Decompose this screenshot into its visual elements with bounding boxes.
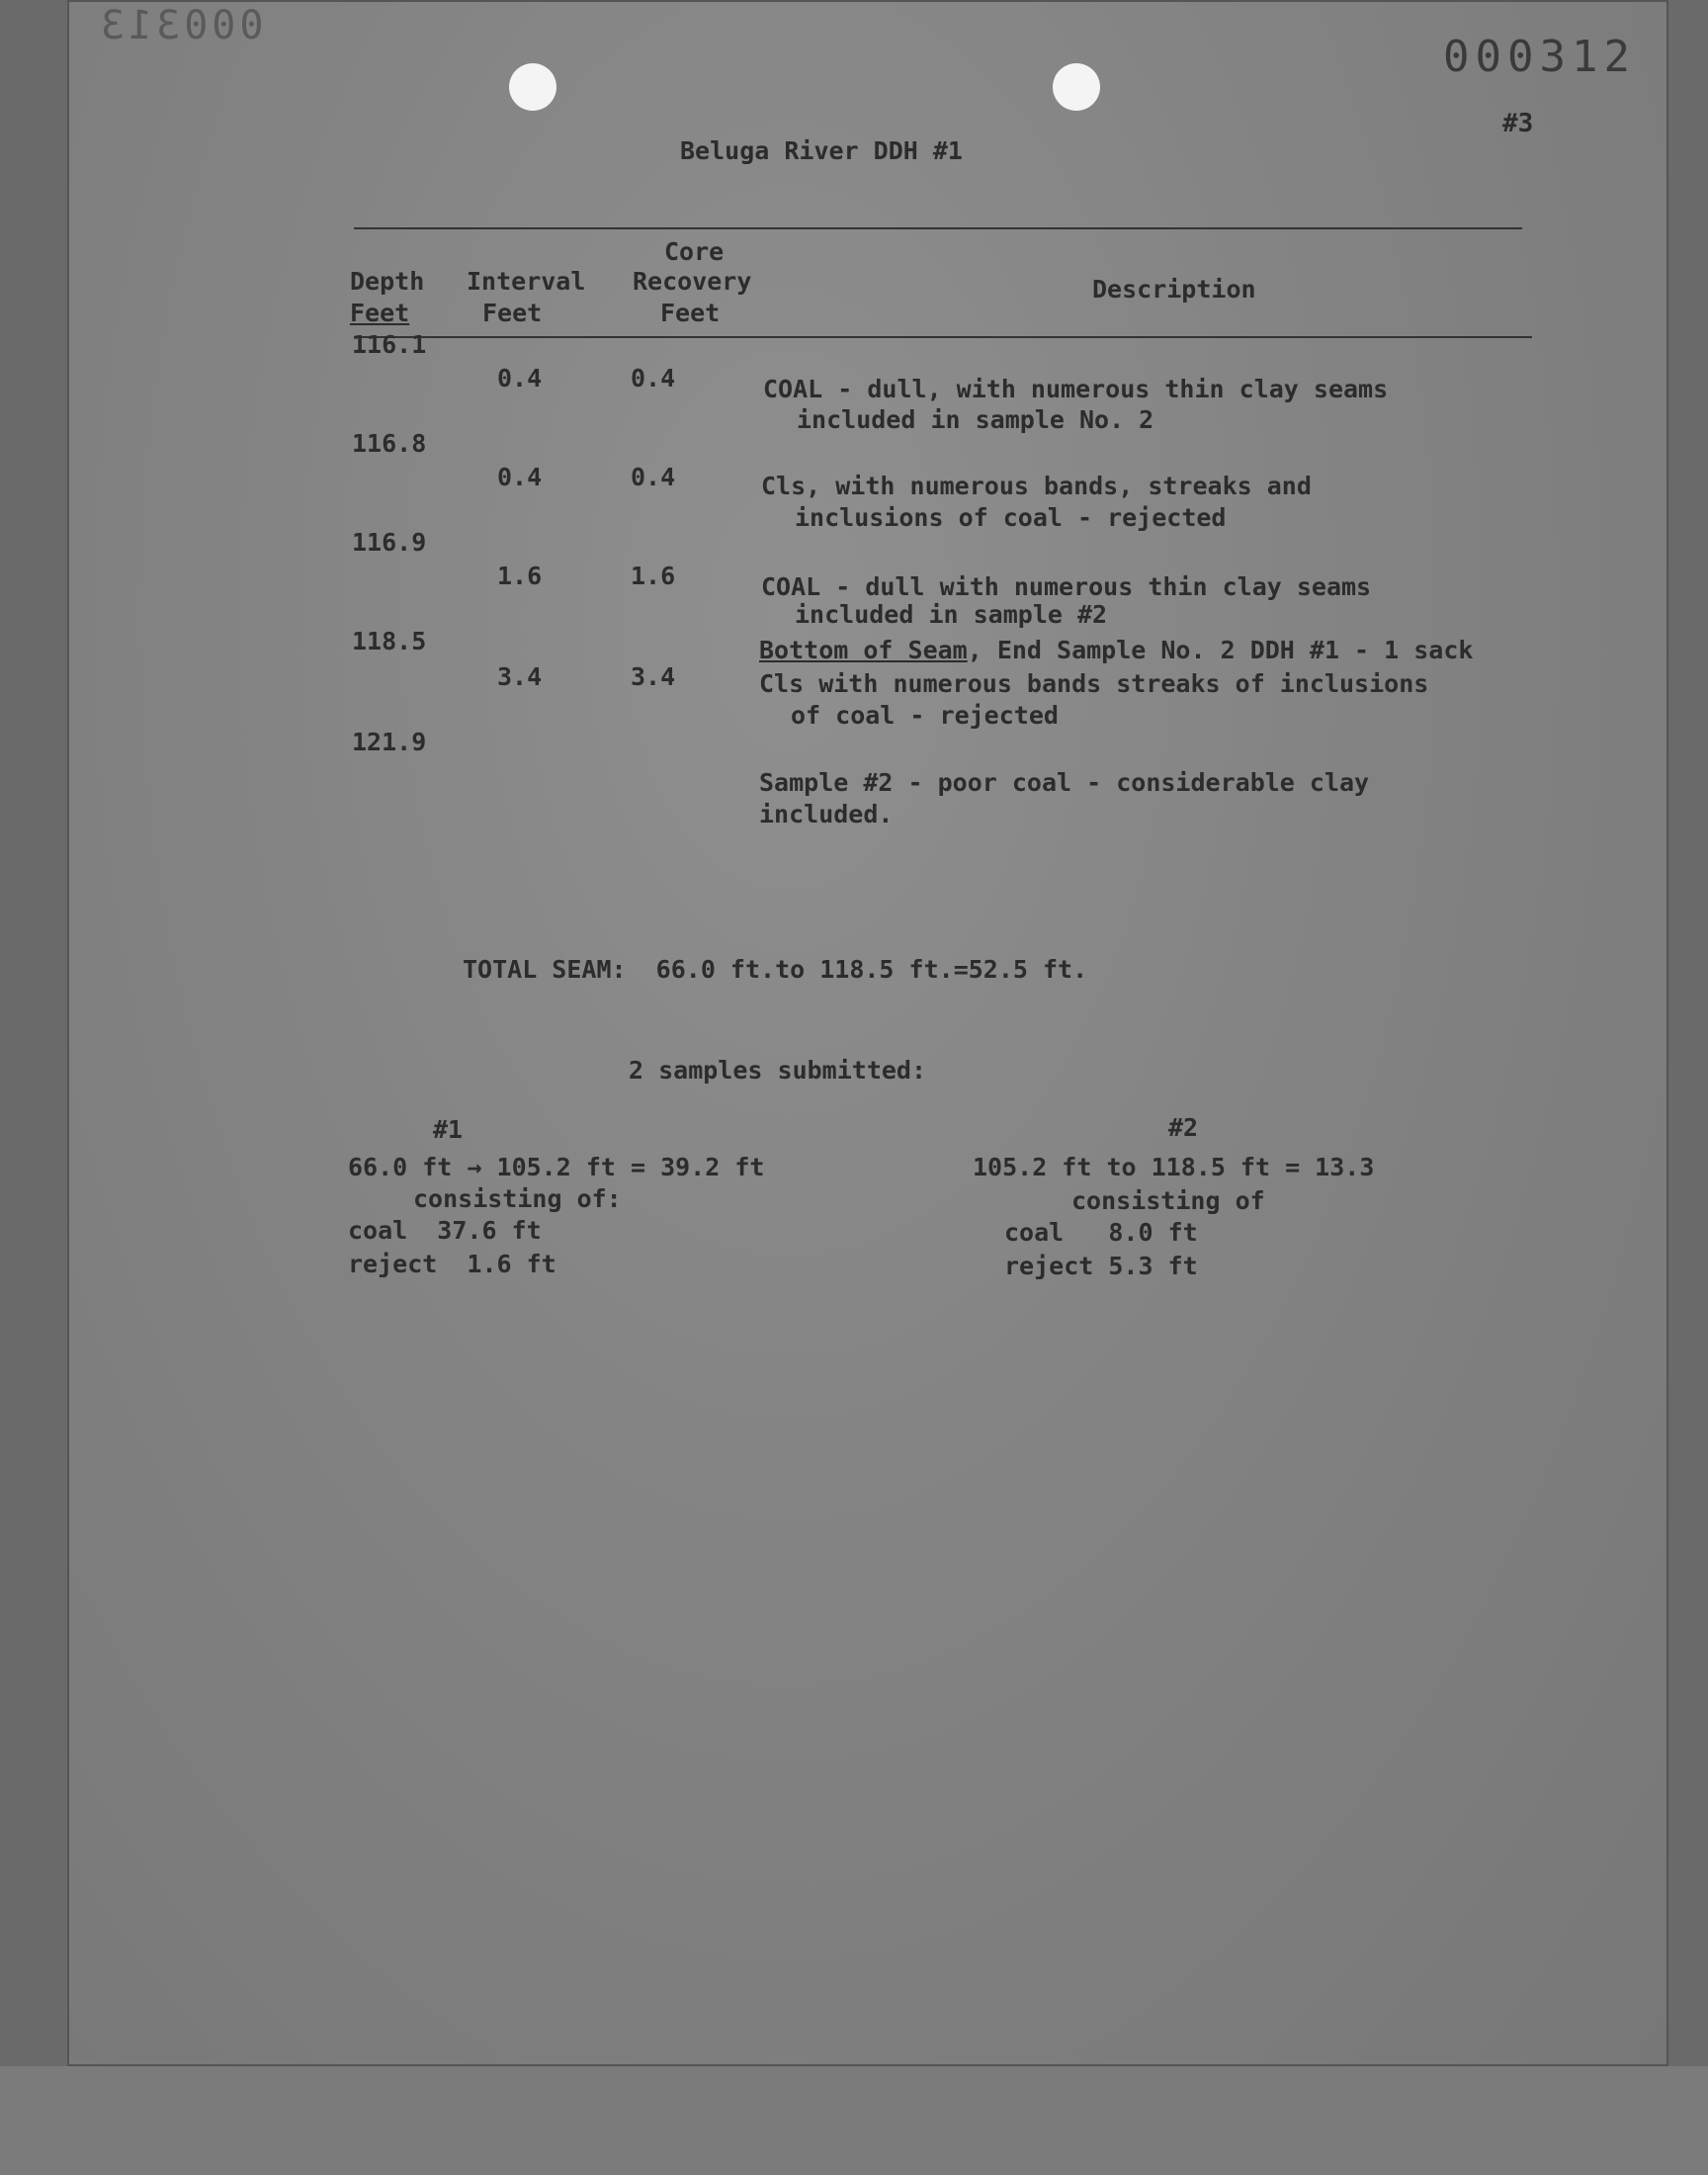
recovery-value: 1.6: [631, 562, 676, 590]
punch-hole-right: [1053, 63, 1100, 111]
depth-value: 116.9: [352, 528, 427, 557]
header-interval-line1: Interval: [467, 267, 586, 296]
page-mark: #3: [1502, 109, 1534, 138]
recovery-value: 3.4: [631, 662, 676, 691]
punch-hole-left: [509, 63, 556, 111]
document-title: Beluga River DDH #1: [680, 136, 963, 165]
sample2-coal: coal 8.0 ft: [1004, 1218, 1198, 1247]
interval-value: 1.6: [497, 562, 543, 590]
description-line: Cls with numerous bands streaks of inclusions: [759, 669, 1429, 698]
sample2-reject: reject 5.3 ft: [1004, 1252, 1198, 1280]
sample-note-line: included.: [759, 800, 894, 828]
description-line: COAL - dull with numerous thin clay seams: [761, 572, 1372, 601]
description-line: COAL - dull, with numerous thin clay seams: [763, 375, 1389, 403]
interval-value: 0.4: [497, 463, 543, 491]
sample1-range: 66.0 ft → 105.2 ft = 39.2 ft: [348, 1153, 765, 1181]
description-line: Cls, with numerous bands, streaks and: [761, 472, 1312, 500]
sample2-consisting: consisting of: [1071, 1186, 1265, 1215]
document-number-stamp: 000312: [1443, 32, 1636, 82]
sample1-coal: coal 37.6 ft: [348, 1216, 542, 1245]
header-depth-line2: Feet: [350, 299, 410, 327]
header-core-line1: Core: [664, 237, 725, 266]
header-core-line2: Recovery: [633, 267, 752, 296]
bottom-of-seam-note: [759, 635, 1473, 665]
header-depth-line1: Depth: [350, 267, 425, 296]
sample1-label: #1: [433, 1115, 464, 1144]
bottom-of-seam-text: , End Sample No. 2 DDH #1 - 1 sack: [967, 636, 1474, 664]
description-line: included in sample #2: [795, 600, 1108, 629]
recovery-value: 0.4: [631, 463, 676, 491]
depth-value: 118.5: [352, 627, 427, 655]
sample1-consisting: consisting of:: [413, 1184, 622, 1213]
table-header-rule: [354, 336, 1532, 338]
bottom-of-seam-label: Bottom of Seam: [759, 636, 968, 664]
header-description: Description: [1092, 275, 1256, 304]
sample1-reject: reject 1.6 ft: [348, 1250, 556, 1278]
header-interval-line2: Feet: [482, 299, 543, 327]
page-bottom-edge: [0, 2066, 1708, 2175]
depth-value: 116.1: [352, 330, 427, 359]
depth-value: 116.8: [352, 429, 427, 458]
header-core-line3: Feet: [660, 299, 721, 327]
interval-value: 3.4: [497, 662, 543, 691]
document-page: [67, 0, 1668, 2066]
sample2-range: 105.2 ft to 118.5 ft = 13.3: [973, 1153, 1375, 1181]
table-top-rule: [354, 227, 1522, 229]
total-seam: TOTAL SEAM: 66.0 ft.to 118.5 ft.=52.5 ft.: [463, 955, 1088, 984]
recovery-value: 0.4: [631, 364, 676, 392]
description-line: inclusions of coal - rejected: [795, 503, 1227, 532]
ghost-document-number: 000313: [97, 3, 264, 48]
sample-note-line: Sample #2 - poor coal - considerable clay: [759, 768, 1370, 797]
interval-value: 0.4: [497, 364, 543, 392]
description-line: included in sample No. 2: [797, 405, 1154, 434]
description-line: of coal - rejected: [791, 701, 1059, 730]
samples-submitted-heading: 2 samples submitted:: [629, 1056, 927, 1085]
sample2-label: #2: [1168, 1113, 1199, 1142]
depth-value: 121.9: [352, 728, 427, 756]
